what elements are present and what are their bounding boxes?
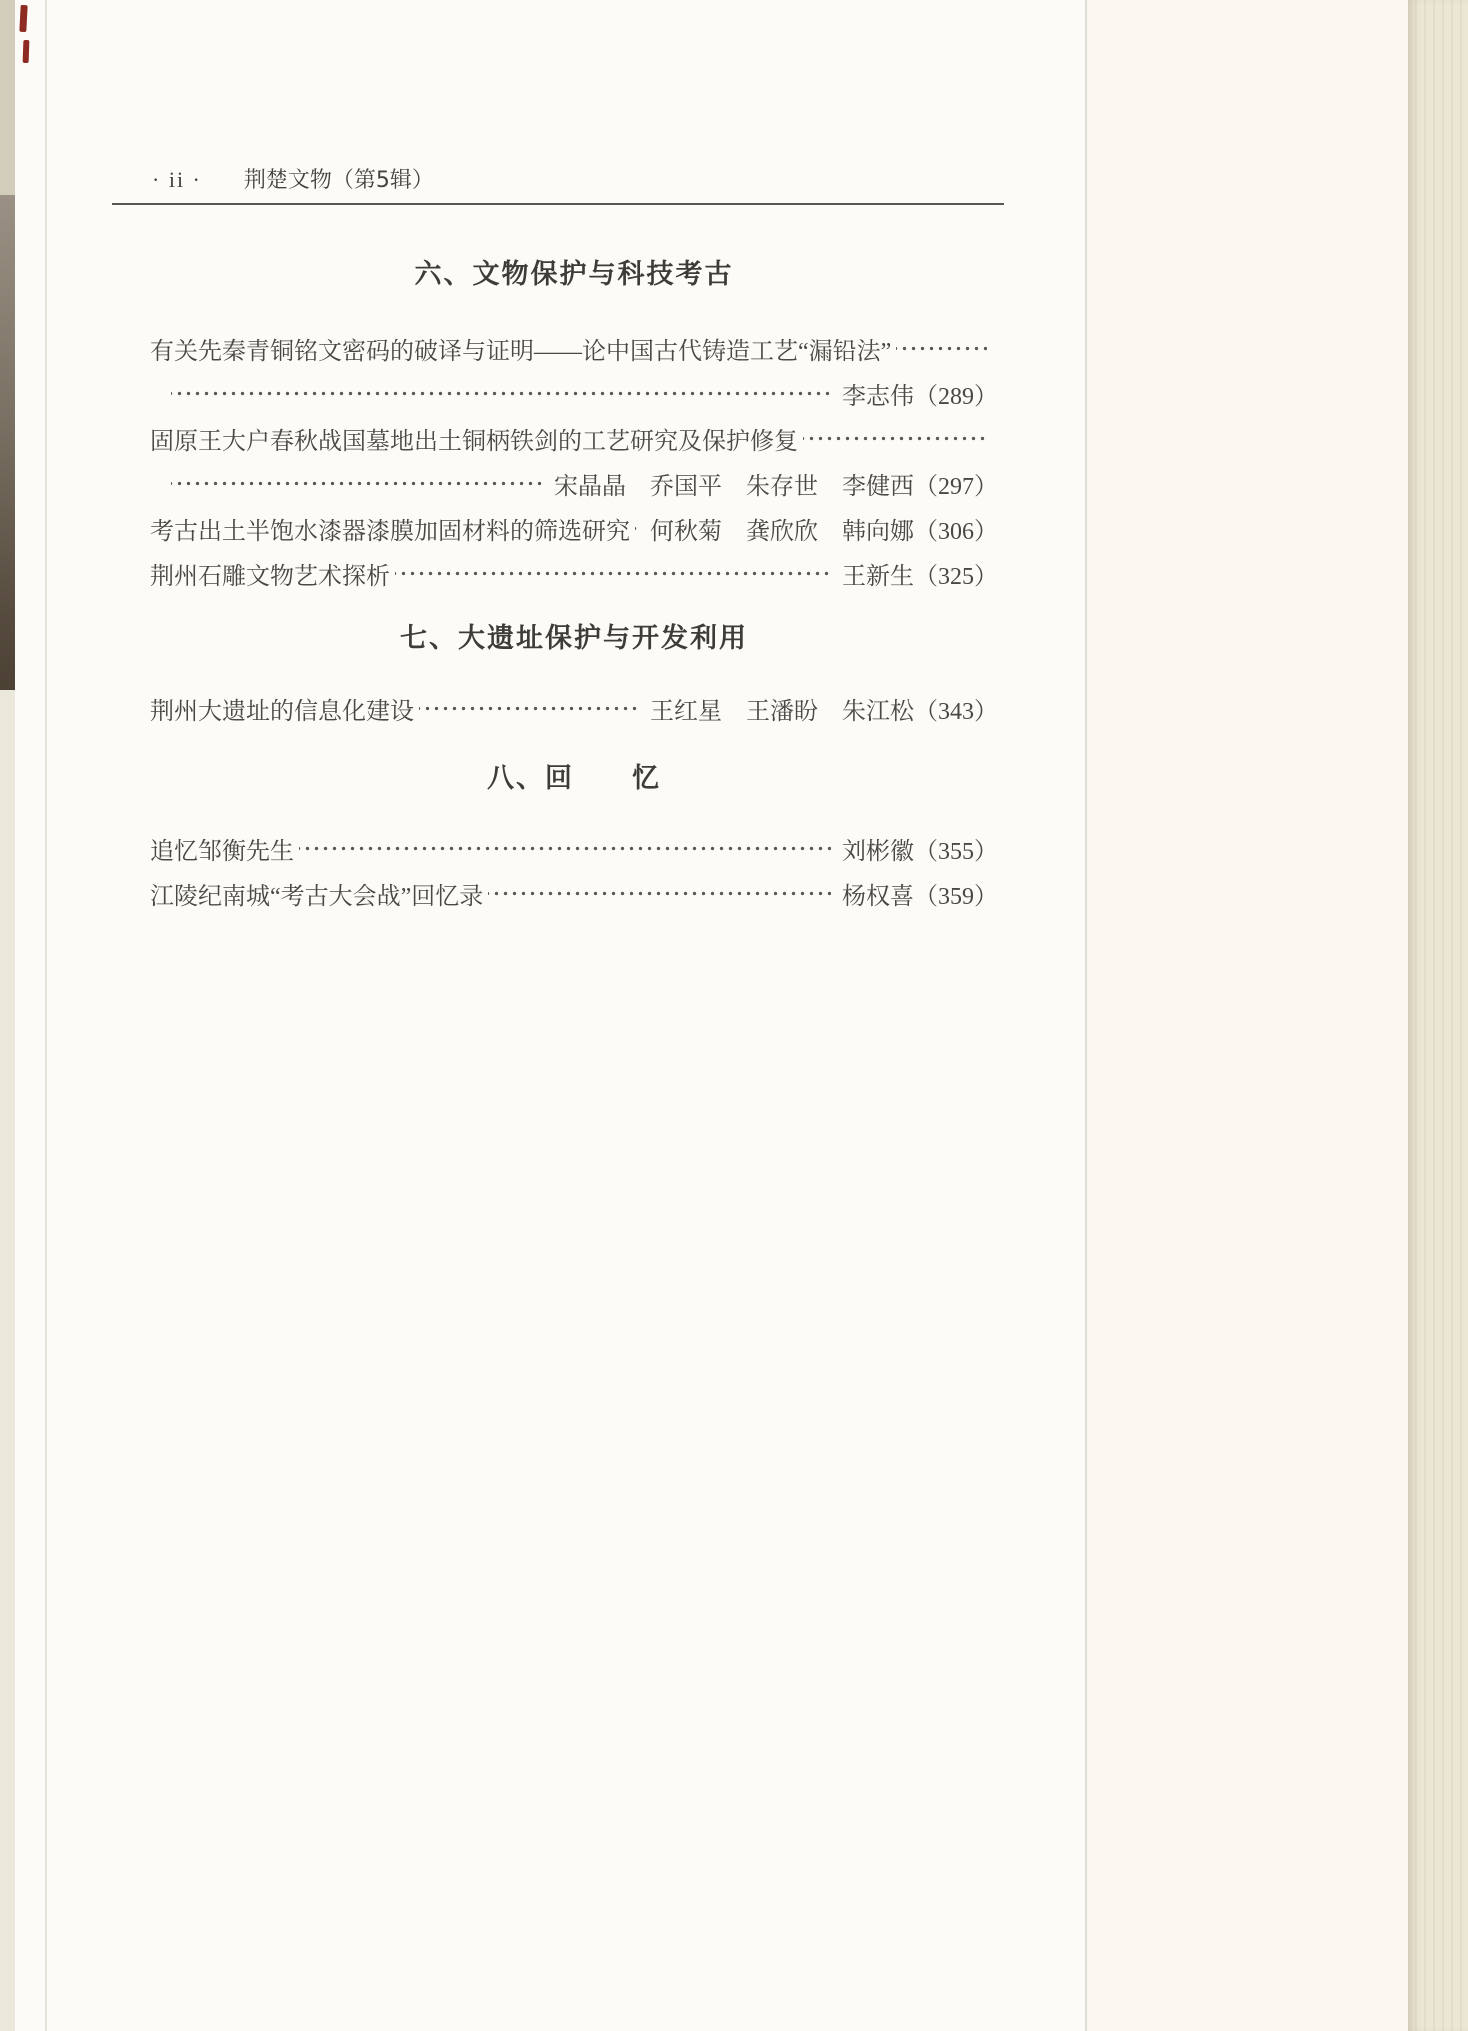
entry-title: 追忆邹衡先生: [150, 839, 294, 865]
dot-leader: [635, 506, 639, 551]
dot-leader: [171, 461, 543, 506]
entry-title: 荆州石雕文物艺术探析: [150, 564, 390, 590]
entry-authors-page: 王红星 王潘盼 朱江松（343）: [650, 699, 998, 725]
toc-entry-row: [150, 461, 998, 506]
toc-entry-row: [150, 326, 998, 371]
dot-leader: [395, 551, 831, 596]
entry-authors-page: 宋晶晶 乔国平 朱存世 李健西（297）: [554, 474, 998, 500]
book-spine-shadow: [0, 195, 15, 690]
entry-authors-page: 李志伟（289）: [842, 384, 998, 410]
dot-leader: [896, 326, 987, 371]
dot-leader: [171, 371, 831, 416]
page-number: · ii ·: [152, 167, 202, 192]
entry-title: 有关先秦青铜铭文密码的破译与证明——论中国古代铸造工艺“漏铅法”: [150, 339, 892, 365]
dot-leader: [299, 826, 831, 871]
adjacent-page-edge: [1087, 0, 1408, 2031]
section-heading-6: 六、文物保护与科技考古: [414, 259, 734, 290]
toc-entry-row: [150, 826, 998, 871]
red-ink-mark: [23, 40, 30, 63]
page-binding-crease: [45, 0, 47, 2031]
page-stack-edge: [1408, 0, 1468, 2031]
book-spine-edge-bottom: [0, 690, 15, 2031]
toc-entry-row: [150, 416, 998, 461]
toc-entry-row: [150, 371, 998, 416]
section-heading-8: 八、回 忆: [487, 763, 661, 794]
dot-leader: [419, 686, 639, 731]
toc-entry-row: [150, 551, 998, 596]
entry-title: 考古出土半饱水漆器漆膜加固材料的筛选研究: [150, 519, 630, 545]
entry-authors-page: 刘彬徽（355）: [842, 839, 998, 865]
header-rule: [112, 203, 1004, 205]
entry-title: 荆州大遗址的信息化建设: [150, 699, 414, 725]
entry-authors-page: 王新生（325）: [842, 564, 998, 590]
entry-title: 固原王大户春秋战国墓地出土铜柄铁剑的工艺研究及保护修复: [150, 429, 798, 455]
toc-entry-row: [150, 506, 998, 551]
entry-title: 江陵纪南城“考古大会战”回忆录: [150, 884, 484, 910]
dot-leader: [803, 416, 987, 461]
toc-entry-row: [150, 686, 998, 731]
toc-entry-row: [150, 871, 998, 916]
entry-authors-page: 何秋菊 龚欣欣 韩向娜（306）: [650, 519, 998, 545]
book-title: 荆楚文物（第5辑）: [243, 168, 434, 193]
entry-authors-page: 杨权喜（359）: [842, 884, 998, 910]
page-header: [152, 163, 434, 194]
red-ink-mark: [19, 5, 27, 32]
dot-leader: [488, 871, 831, 916]
section-heading-7: 七、大遗址保护与开发利用: [400, 623, 748, 654]
